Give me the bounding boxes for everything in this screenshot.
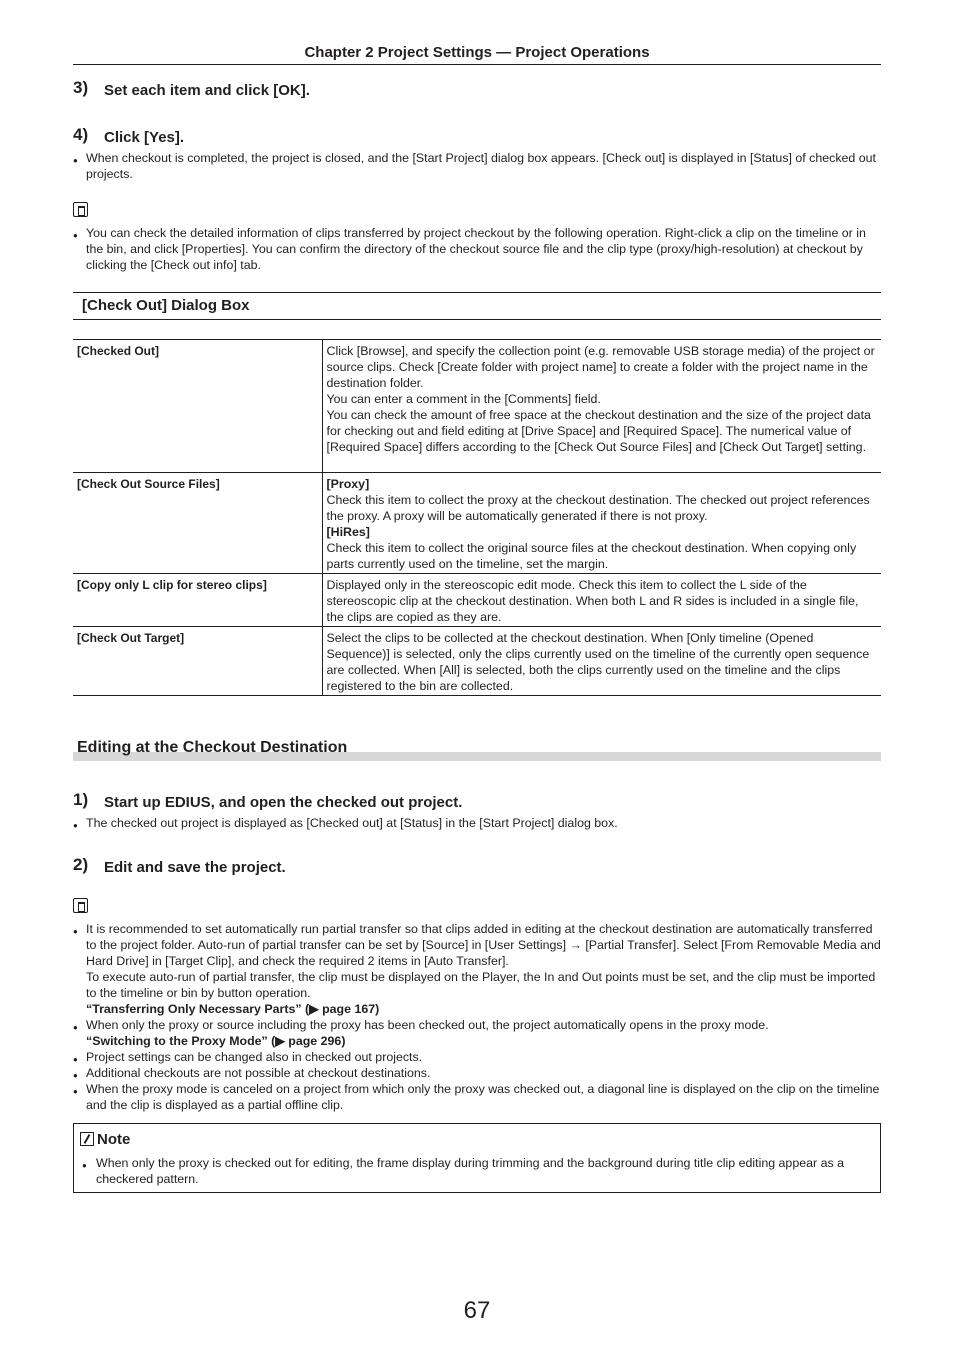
table-row [73, 340, 881, 473]
bullet-text: Project settings can be changed also in checked out projects. [86, 1050, 423, 1064]
bullet-item [73, 1017, 881, 1049]
bullet-text: When only the proxy or source including the proxy has been checked out, the project automatically opens in the proxy mode. [86, 1018, 769, 1032]
bullet-item [73, 225, 881, 273]
step-number: 4) [73, 125, 89, 144]
table-key: [Check Out Source Files] [73, 473, 322, 574]
table-row [73, 574, 881, 627]
bullet-item [82, 1155, 874, 1187]
page-reference-link[interactable]: “Switching to the Proxy Mode” (▶ page 296) [86, 1034, 346, 1048]
bullet-icon: ● [73, 1055, 78, 1064]
table-value [322, 473, 881, 574]
bullet-text: When checkout is completed, the project is closed, and the [Start Project] dialog box appears. [Check out] is displayed in [Status] of checked out projects. [86, 151, 876, 181]
bullet-text: It is recommended to set automatically run partial transfer so that clips added in editing at the checkout destination are automatically transferred to the project folder. Auto-run of partial transfer can be set by [Source] in [User Settings] → [Partial Transfer]. Select [From Removable Media and Hard Drive] in [Target Clip], and check the required 2 items in [Auto Transfer]. [86, 922, 881, 968]
section-title: [Check Out] Dialog Box [73, 292, 881, 320]
step-4 [73, 126, 881, 148]
value-text: Check this item to collect the proxy at the checkout destination. The checked out project references the proxy. A proxy will be automatically generated if there is not proxy. [326, 493, 870, 523]
page-number: 67 [463, 1297, 491, 1324]
section-heading [73, 737, 881, 761]
value-text: You can check the amount of free space at the checkout destination and the size of the project data for checking out and field editing at [Drive Space] and [Required Space]. The numerical value of [Required Space] differs according to the [Check Out Source Files] and [Check Out Target] setting. [326, 408, 871, 454]
table-key: [Checked Out] [73, 340, 322, 473]
note-heading [80, 1131, 130, 1149]
bullet-item [73, 1049, 881, 1065]
table-key: [Copy only L clip for stereo clips] [73, 574, 322, 627]
note-title: Note [97, 1131, 131, 1148]
bullet-text: The checked out project is displayed as [Checked out] at [Status] in the [Start Project] dialog box. [86, 816, 618, 830]
bullet-text: To execute auto-run of partial transfer, the clip must be displayed on the Player, the In and Out points must be set, and the clip must be imported to the timeline or bin by button operation. [86, 970, 876, 1000]
section-title: Editing at the Checkout Destination [77, 739, 348, 756]
step-2 [73, 856, 881, 878]
note-icon [80, 1132, 94, 1146]
table-value: Displayed only in the stereoscopic edit mode. Check this item to collect the L side of the stereoscopic clip at the checkout destination. When both L and R sides is included in a single file, the clips are copied as they are. [322, 574, 881, 627]
table-key: [Check Out Target] [73, 627, 322, 696]
step-text: Edit and save the project. [104, 859, 286, 876]
step-number: 1) [73, 790, 89, 809]
bullet-icon: ● [73, 1087, 78, 1096]
memo-icon [73, 202, 88, 217]
bullet-icon: ● [73, 1023, 78, 1032]
bullet-item [73, 150, 881, 182]
step-text: Start up EDIUS, and open the checked out project. [104, 794, 463, 811]
bullet-text: When only the proxy is checked out for editing, the frame display during trimming and the background during title clip editing appear as a checkered pattern. [96, 1156, 844, 1186]
step-number: 2) [73, 855, 89, 874]
table-value: Select the clips to be collected at the checkout destination. When [Only timeline (Opened Sequence)] is selected, only the clips currently used on the timeline of the currently open sequence are collected. When [All] is selected, both the clips currently used on the timeline and the clips registered to the bin are collected. [322, 627, 881, 696]
table-row [73, 473, 881, 574]
table-value [322, 340, 881, 473]
bullet-icon: ● [73, 1071, 78, 1080]
step-text: Set each item and click [OK]. [104, 82, 310, 99]
step-number: 3) [73, 78, 89, 97]
bullet-icon: ● [82, 1161, 87, 1170]
bullet-item [73, 1065, 881, 1081]
bullet-icon: ● [73, 821, 78, 830]
value-text: Click [Browse], and specify the collection point (e.g. removable USB storage media) of the project or source clips. Check [Create folder with project name] to create a folder with the project name in the destination folder. [326, 344, 875, 390]
bullet-icon: ● [73, 927, 78, 936]
value-text: Check this item to collect the original source files at the checkout destination. When copying only parts currently used on the timeline, set the margin. [326, 541, 857, 571]
bullet-item [73, 815, 881, 831]
bullet-item [73, 1081, 881, 1113]
step-1 [73, 791, 881, 813]
table-row [73, 627, 881, 696]
page-reference-link[interactable]: “Transferring Only Necessary Parts” (▶ page 167) [86, 1002, 380, 1016]
step-3 [73, 79, 881, 101]
memo-icon [73, 898, 88, 913]
note-box [73, 1123, 881, 1193]
bullet-text: Additional checkouts are not possible at checkout destinations. [86, 1066, 431, 1080]
bullet-icon: ● [73, 156, 78, 165]
value-subheading: [HiRes] [326, 525, 370, 539]
step-text: Click [Yes]. [104, 129, 185, 146]
bullet-text: When the proxy mode is canceled on a project from which only the proxy was checked out, a diagonal line is displayed on the clip on the timeline and the clip is displayed as a partial offline clip. [86, 1082, 880, 1112]
bullet-text: You can check the detailed information of clips transferred by project checkout by the following operation. Right-click a clip on the timeline or in the bin, and click [Properties]. You can confirm the directory of the checkout source file and the clip type (proxy/high-resolution) at checkout by clicking the [Check out info] tab. [86, 226, 866, 272]
bullet-icon: ● [73, 231, 78, 240]
value-text: You can enter a comment in the [Comments] field. [326, 392, 601, 406]
settings-table [73, 339, 881, 696]
chapter-header: Chapter 2 Project Settings — Project Operations [73, 44, 881, 65]
bullet-item [73, 921, 881, 1017]
value-subheading: [Proxy] [326, 477, 370, 491]
